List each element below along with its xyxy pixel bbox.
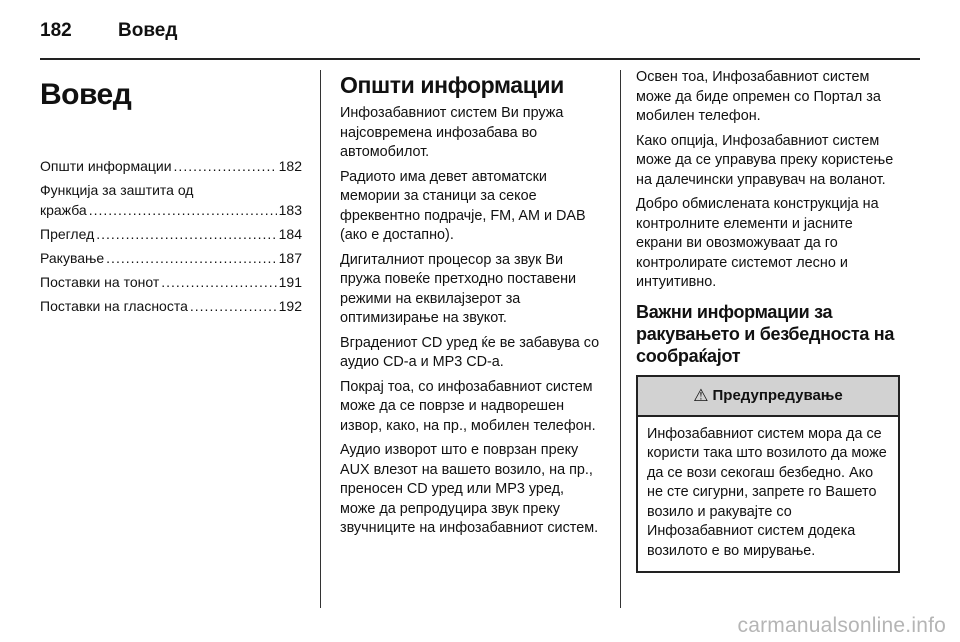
toc-entry[interactable]	[40, 248, 302, 268]
toc-entry-label-line1: Функција за заштита од	[40, 182, 194, 198]
paragraph: Инфозабавниот систем Ви пружа најсовремена инфозабава во автомобилот.	[340, 105, 564, 160]
paragraph: Вградениот CD уред ќе ве забавува со аудио CD-а и MP3 CD-а.	[340, 334, 600, 370]
toc-entry-label: Поставки на тонот	[40, 274, 160, 290]
toc-leader	[161, 272, 276, 292]
toc-leader	[89, 200, 277, 220]
toc-leader	[96, 224, 276, 244]
toc-entry-label: Општи информации	[40, 158, 172, 174]
header-rule	[40, 58, 920, 60]
page-header	[40, 14, 920, 50]
column-divider-1	[320, 70, 321, 608]
toc-leader	[190, 296, 277, 316]
toc-entry-page: 182	[278, 158, 302, 174]
warning-body: Инфозабавниот систем мора да се користи така што возилото да може да се вози секогаш безбедно. Ако не сте сигурни, запрете го Вашето возило и ракувајте со Инфозабавниот систем додека возилото е во мирување.	[647, 425, 887, 559]
toc-column	[40, 68, 302, 320]
toc-entry[interactable]	[40, 156, 302, 176]
safety-subtitle: Важни информации за ракувањето и безбедноста на сообраќајот	[636, 301, 895, 366]
toc-entry-page: 191	[278, 274, 302, 290]
warning-icon: ⚠	[693, 385, 709, 405]
warning-title: Предупредување	[712, 387, 843, 404]
running-header-title: Вовед	[118, 20, 178, 41]
toc-entry-label: кражба	[40, 202, 87, 218]
toc-entry[interactable]	[40, 272, 302, 292]
paragraph: Аудио изворот што е поврзан преку AUX влезот на вашето возило, на пр., преносен CD уред или MP3 уред, може да репродуцира звук преку звучниците на инфозабавниот систем.	[340, 442, 599, 536]
toc-entry[interactable]	[40, 180, 302, 220]
watermark: carmanualsonline.info	[737, 614, 946, 637]
chapter-title: Вовед	[40, 78, 132, 111]
paragraph: Како опција, Инфозабавниот систем може да се управува преку користење на далечински управувач на воланот.	[636, 132, 894, 188]
toc-entry-page: 183	[278, 202, 302, 218]
toc-leader	[174, 156, 277, 176]
paragraph: Радиото има девет автоматски мемории за станици за секое фреквентно подрачје, FM, AM и DAB (ако е достапно).	[340, 168, 586, 243]
toc-leader	[106, 248, 276, 268]
toc-entry-label: Преглед	[40, 226, 95, 242]
paragraph: Добро обмислената конструкција на контролните елементи и јасните екрани ви овозможуваат да го контролирате системот лесно и интуитивно.	[636, 196, 879, 290]
toc-entry[interactable]	[40, 224, 302, 244]
toc-entry-page: 192	[278, 298, 302, 314]
toc-entry[interactable]	[40, 296, 302, 316]
toc-entry-label: Поставки на гласноста	[40, 298, 188, 314]
paragraph: Покрај тоа, со инфозабавниот систем може да се поврзе и надворешен извор, како, на пр., мобилен телефон.	[340, 378, 596, 434]
column-divider-2	[620, 70, 621, 608]
warning-header	[638, 377, 898, 417]
paragraph: Освен тоа, Инфозабавниот систем може да биде опремен со Портал за мобилен телефон.	[636, 69, 881, 124]
general-info-column	[340, 68, 602, 544]
paragraph: Дигиталниот процесор за звук Ви пружа повеќе претходно поставени режими на еквилајзерот за оптимизирање на звукот.	[340, 251, 577, 326]
safety-column	[636, 68, 900, 573]
warning-box	[636, 375, 900, 574]
section-title: Општи информации	[340, 72, 564, 98]
toc-entry-page: 187	[278, 250, 302, 266]
toc-entry-label: Ракување	[40, 250, 105, 266]
page-number: 182	[40, 20, 72, 41]
toc-entry-page: 184	[278, 226, 302, 242]
